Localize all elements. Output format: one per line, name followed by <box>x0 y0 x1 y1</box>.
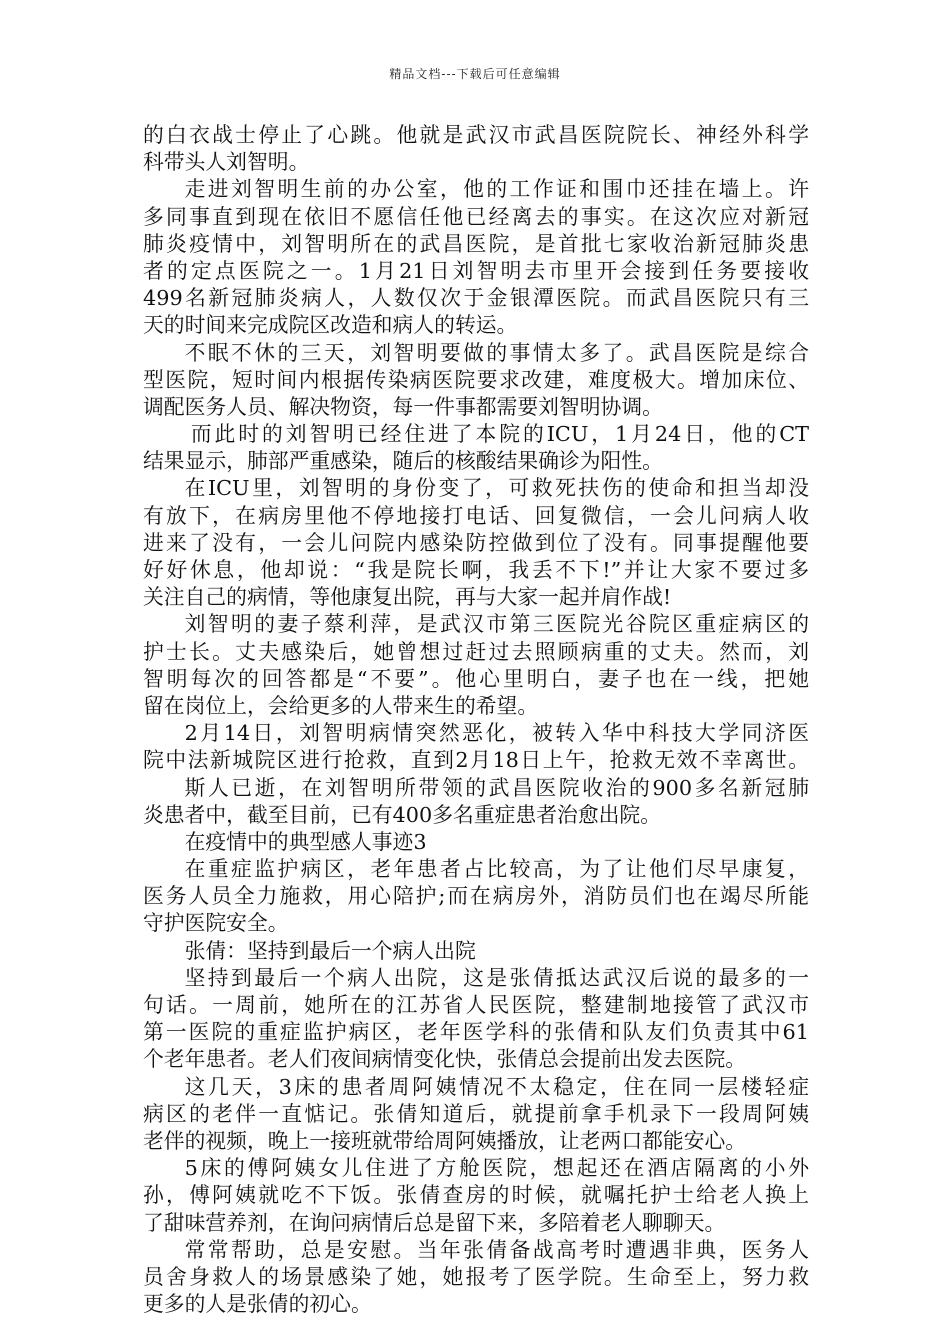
page-header: 精品文档---下载后可任意编辑 <box>389 67 561 81</box>
text-line: 2月14日，刘智明病情突然恶化，被转入华中科技大学同济医 <box>184 721 809 746</box>
text-line: 智明每次的回答都是“不要”。他心里明白，妻子也在一线，把她 <box>143 666 809 691</box>
text-line: 肺炎疫情中，刘智明所在的武昌医院，是首批七家收治新冠肺炎患 <box>143 231 809 256</box>
text-line: 者的定点医院之一。1月21日刘智明去市里开会接到任务要接收 <box>143 258 809 283</box>
text-line: 进来了没有，一会儿问院内感染防控做到位了没有。同事提醒他要 <box>143 530 809 555</box>
text-line: 第一医院的重症监护病区，老年医学科的张倩和队友们负责其中61 <box>143 1020 809 1045</box>
text-line: 的白衣战士停止了心跳。他就是武汉市武昌医院院长、神经外科学 <box>143 123 809 147</box>
text-line: 常常帮助，总是安慰。当年张倩备战高考时遭遇非典，医务人 <box>184 1237 809 1262</box>
text-line: 斯人已逝，在刘智明所带领的武昌医院收治的900多名新冠肺 <box>184 775 809 800</box>
text-line: 好好休息，他却说：“我是院长啊，我丢不下!”并让大家不要过多 <box>143 558 809 582</box>
text-line: 护士长。丈夫感染后，她曾想过赶过去照顾病重的丈夫。然而，刘 <box>143 639 809 664</box>
text-line: 有放下，在病房里他不停地接打电话、回复微信，一会儿问病人收 <box>143 503 809 528</box>
text-line: 留在岗位上，会给更多的人带来生的希望。 <box>143 693 539 718</box>
text-line: 在ICU里，刘智明的身份变了，可救死扶伤的使命和担当却没 <box>184 476 809 501</box>
text-line: 在重症监护病区，老年患者占比较高，为了让他们尽早康复， <box>184 857 809 882</box>
text-line: 天的时间来完成院区改造和病人的转运。 <box>143 313 518 338</box>
text-line: 个老年患者。老人们夜间病情变化快，张倩总会提前出发去医院。 <box>143 1047 747 1072</box>
text-line: 而此时的刘智明已经住进了本院的ICU，1月24日，他的CT <box>190 422 809 447</box>
text-line: 刘智明的妻子蔡利萍，是武汉市第三医院光谷院区重症病区的 <box>184 612 809 637</box>
text-line: 这几天，3床的患者周阿姨情况不太稳定，住在同一层楼轻症 <box>184 1074 809 1099</box>
text-line: 了甜味营养剂，在询问病情后总是留下来，多陪着老人聊聊天。 <box>143 1210 726 1235</box>
text-line: 不眠不休的三天，刘智明要做的事情太多了。武昌医院是综合 <box>184 340 809 365</box>
text-line: 型医院，短时间内根据传染病医院要求改建，难度极大。增加床位、 <box>143 367 809 392</box>
text-line: 员舍身救人的场景感染了她，她报考了医学院。生命至上，努力救 <box>143 1264 809 1289</box>
document-body <box>143 122 809 1318</box>
text-line: 句话。一周前，她所在的江苏省人民医院，整建制地接管了武汉市 <box>143 993 809 1017</box>
text-line: 多同事直到现在依旧不愿信任他已经离去的事实。在这次应对新冠 <box>143 204 809 229</box>
text-line: 病区的老伴一直惦记。张倩知道后，就提前拿手机录下一段周阿姨 <box>143 1101 809 1126</box>
text-line: 医务人员全力施救，用心陪护;而在病房外，消防员们也在竭尽所能 <box>143 884 809 909</box>
text-line: 499名新冠肺炎病人，人数仅次于金银潭医院。而武昌医院只有三 <box>143 286 809 311</box>
text-line: 调配医务人员、解决物资，每一件事都需要刘智明协调。 <box>143 394 663 419</box>
text-line: 守护医院安全。 <box>143 911 289 936</box>
text-line: 走进刘智明生前的办公室，他的工作证和围巾还挂在墙上。许 <box>184 177 809 202</box>
text-line: 5床的傅阿姨女儿住进了方舱医院，想起还在酒店隔离的小外 <box>184 1156 809 1181</box>
text-line: 更多的人是张倩的初心。 <box>143 1292 372 1317</box>
text-line: 在疫情中的典型感人事迹3 <box>184 829 427 854</box>
text-line: 张倩：坚持到最后一个病人出院 <box>184 938 476 963</box>
text-line: 老伴的视频，晚上一接班就带给周阿姨播放，让老两口都能安心。 <box>143 1128 747 1153</box>
text-line: 科带头人刘智明。 <box>143 150 310 175</box>
text-line: 炎患者中，截至目前，已有400多名重症患者治愈出院。 <box>143 802 662 827</box>
text-line: 院中法新城院区进行抢救，直到2月18日上午，抢救无效不幸离世。 <box>143 748 809 773</box>
text-line: 孙，傅阿姨就吃不下饭。张倩查房的时候，就嘱托护士给老人换上 <box>143 1183 809 1208</box>
text-line: 关注自己的病情，等他康复出院，再与大家一起并肩作战! <box>143 585 672 610</box>
text-line: 坚持到最后一个病人出院，这是张倩抵达武汉后说的最多的一 <box>184 965 809 990</box>
text-line: 结果显示，肺部严重感染，随后的核酸结果确诊为阳性。 <box>143 449 663 474</box>
